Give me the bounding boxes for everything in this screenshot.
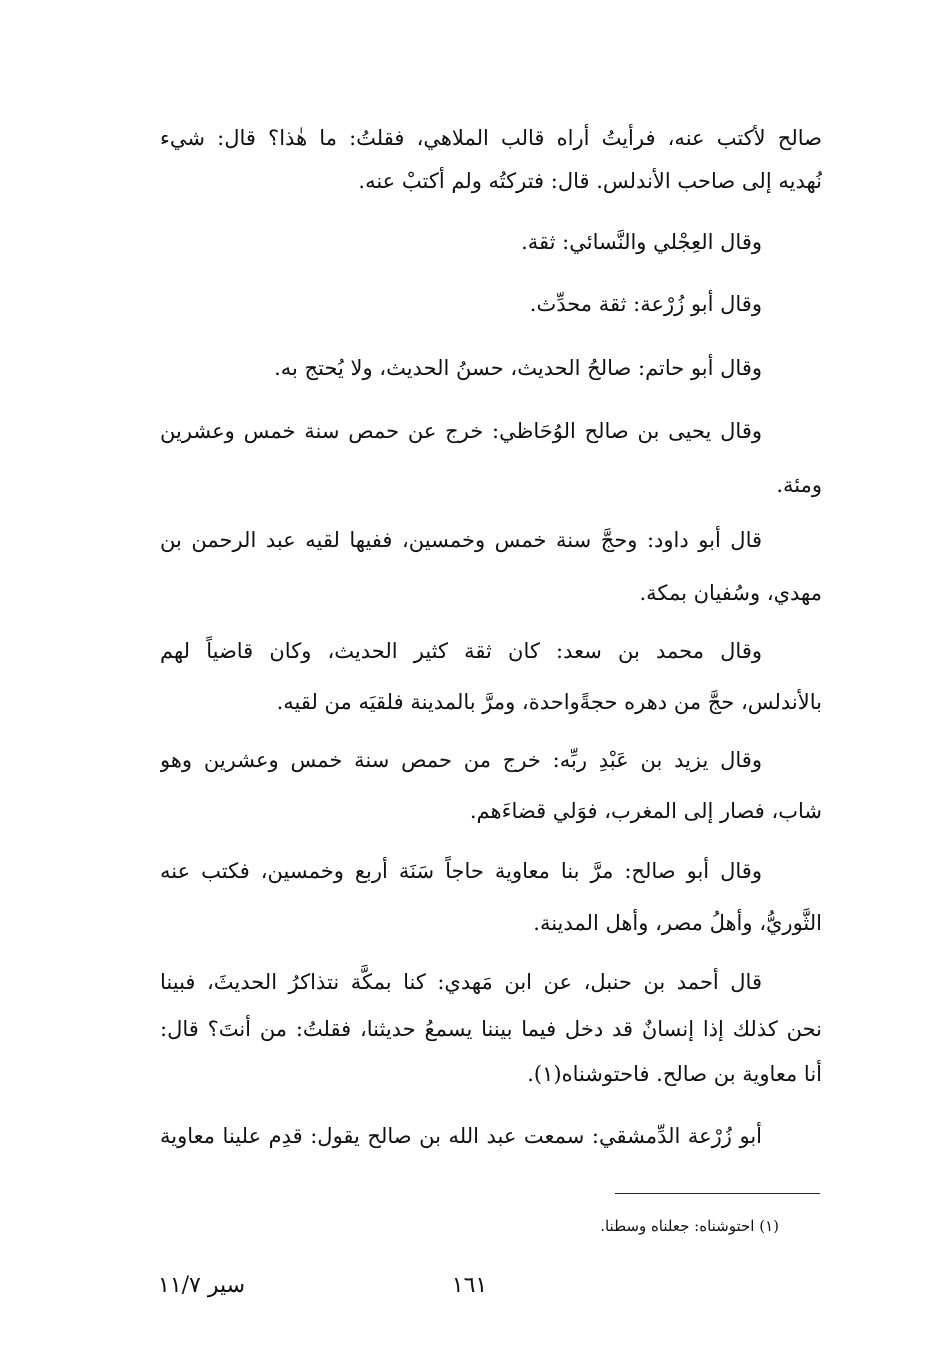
text-line: وقال يزيد بن عَبْدِ ربِّه: خرج من حمص سنة خمس وعشرين وهو bbox=[160, 748, 762, 772]
text-line: وقال العِجْلي والنَّسائي: ثقة. bbox=[521, 230, 762, 254]
text-line: نحن كذلك إذا إنسانٌ قد دخل فيما بيننا يسمعُ حديثنا، فقلتُ: من أنتَ؟ قال: bbox=[160, 1017, 822, 1041]
text-line: الثَّوريُّ، وأهلُ مصر، وأهل المدينة. bbox=[533, 911, 822, 935]
text-line: قال أبو داود: وحجَّ سنة خمس وخمسين، ففيها لقيه عبد الرحمن بن bbox=[160, 528, 763, 552]
printer-signature: سير ١١/٧ bbox=[158, 1273, 246, 1298]
text-line: وقال محمد بن سعد: كان ثقة كثير الحديث، وكان قاضياً لهم bbox=[160, 639, 762, 663]
text-line: أبو زُرْعة الدِّمشقي: سمعت عبد الله بن صالح يقول: قدِم علينا معاوية bbox=[160, 1124, 762, 1148]
text-line: وقال يحيى بن صالح الوُحَاظي: خرج عن حمص سنة خمس وعشرين bbox=[160, 419, 762, 443]
text-line: بالأندلس، حجَّ من دهره حجةًواحدة، ومرَّ بالمدينة فلقيَه من لقيه. bbox=[276, 690, 822, 714]
text-line: نُهديه إلى صاحب الأندلس. قال: فتركتُه ولم أكتبْ عنه. bbox=[358, 169, 822, 193]
text-line: شاب، فصار إلى المغرب، فوَلي قضاءَهم. bbox=[469, 799, 822, 823]
footnote-divider bbox=[615, 1193, 820, 1194]
footnote: (١) احتوشناه: جعلناه وسطنا. bbox=[600, 1217, 779, 1235]
text-line: مهدي، وسُفيان بمكة. bbox=[639, 581, 822, 605]
page-number: ١٦١ bbox=[451, 1273, 488, 1298]
text-line: ومئة. bbox=[776, 473, 822, 497]
text-line: أنا معاوية بن صالح. فاحتوشناه(١). bbox=[527, 1062, 822, 1086]
text-line: صالح لأكتب عنه، فرأيتُ أراه قالب الملاهي، فقلتُ: ما هٰذا؟ قال: شيء bbox=[160, 126, 822, 150]
text-line: وقال أبو زُرْعة: ثقة محدِّث. bbox=[529, 292, 762, 316]
text-line: قال أحمد بن حنبل، عن ابن مَهدي: كنا بمكَّة نتذاكرُ الحديثَ، فبينا bbox=[160, 970, 762, 994]
text-line: وقال أبو صالح: مرَّ بنا معاوية حاجاً سَنَة أربع وخمسين، فكتب عنه bbox=[160, 859, 762, 883]
text-line: وقال أبو حاتم: صالحُ الحديث، حسنُ الحديث، ولا يُحتج به. bbox=[274, 356, 762, 380]
